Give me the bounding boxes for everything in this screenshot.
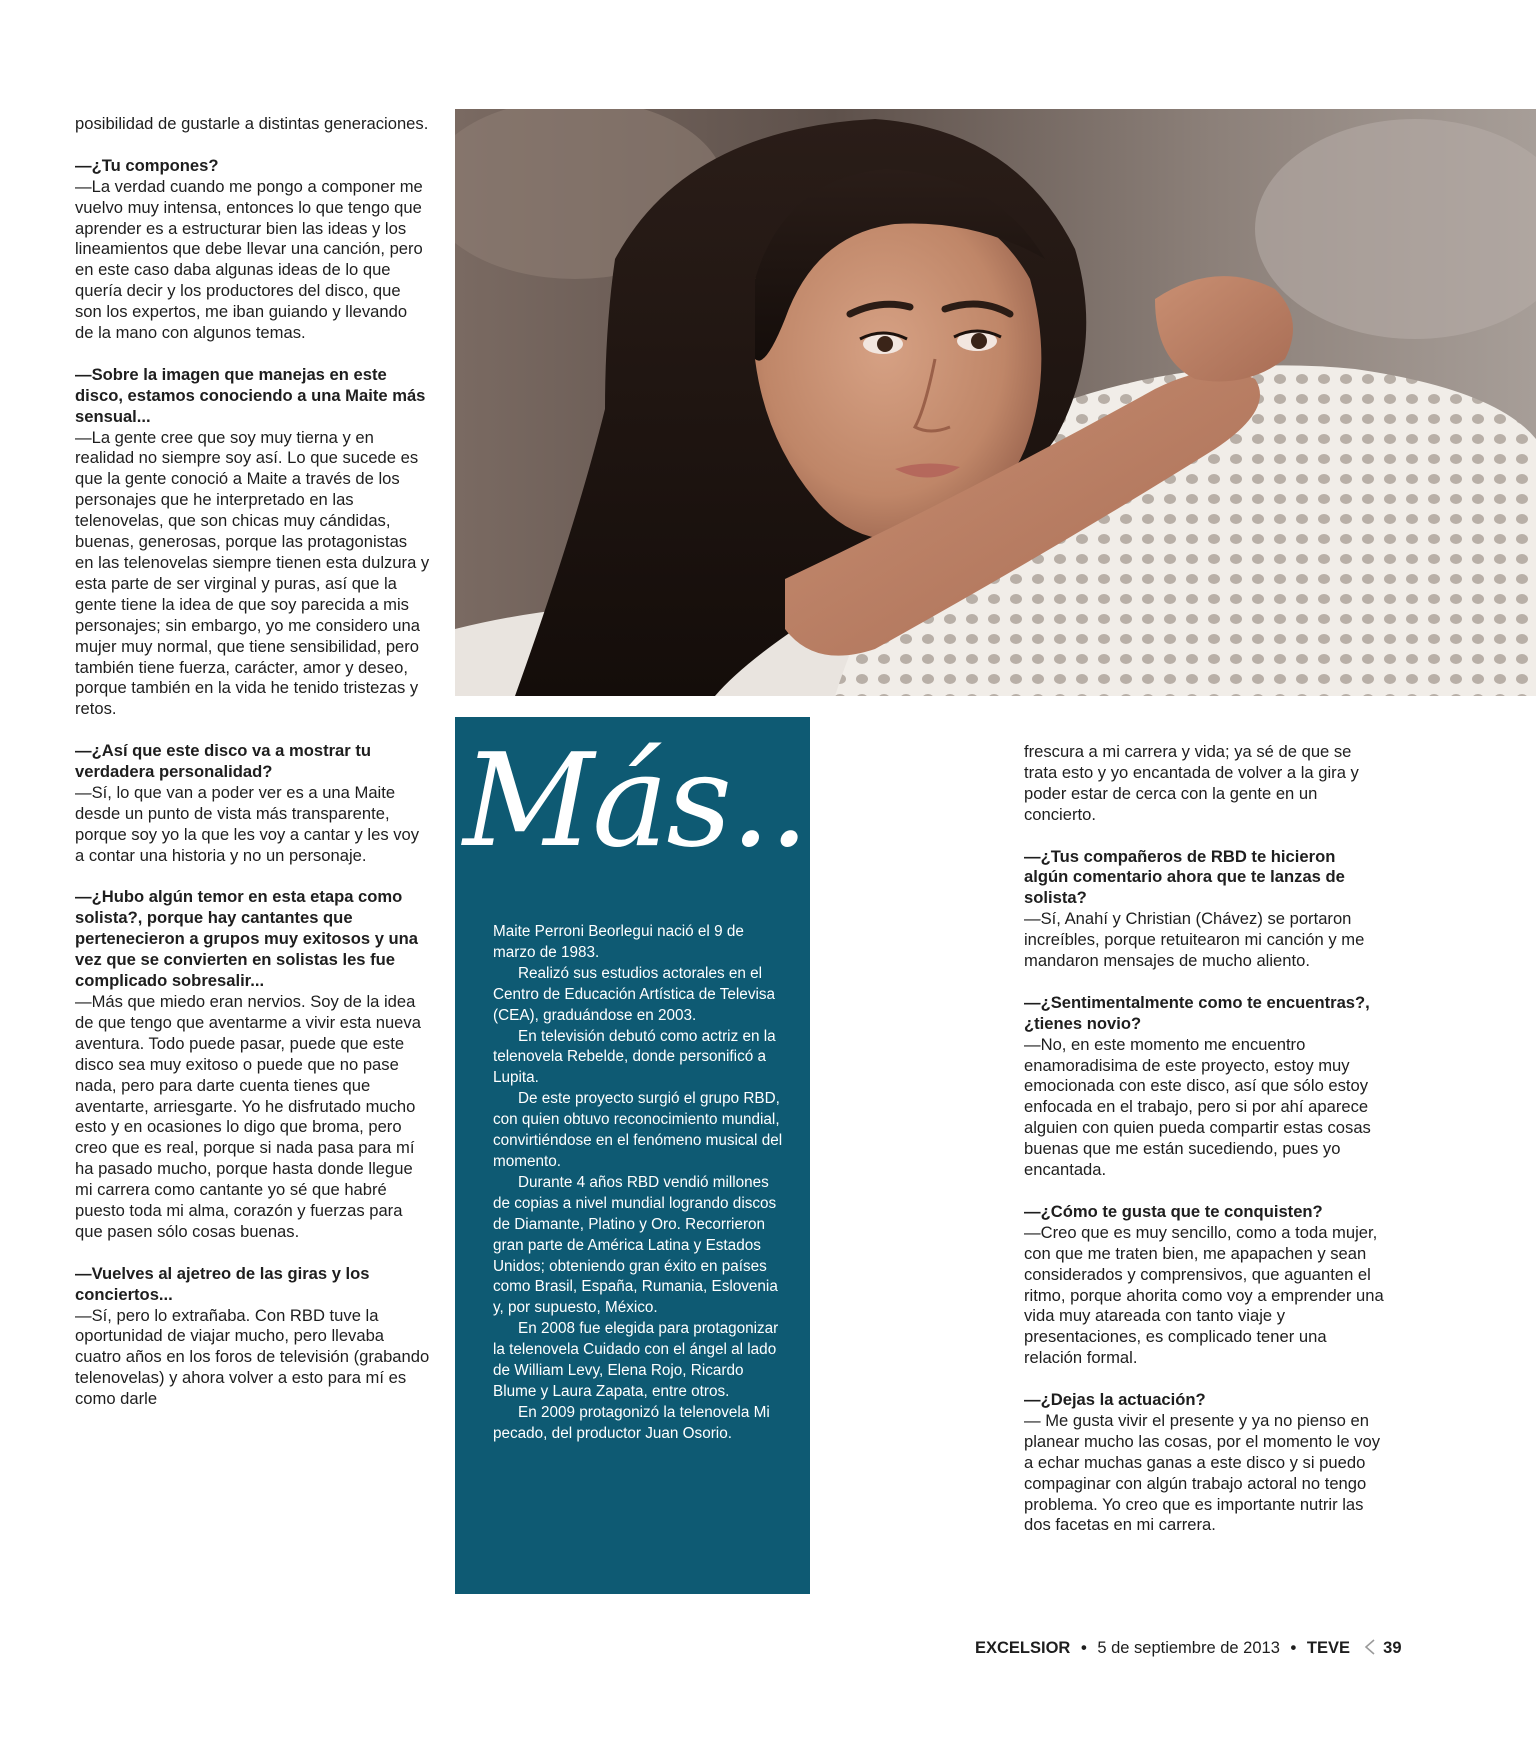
issue-date: 5 de septiembre de 2013	[1097, 1639, 1280, 1657]
portrait-illustration	[455, 109, 1536, 696]
chevron-left-icon	[1363, 1639, 1377, 1655]
answer: —Sí, Anahí y Christian (Chávez) se portaron increíbles, porque retuitearon mi canción y me mandaron mensajes de mucho aliento.	[1024, 909, 1365, 971]
answer: —Sí, lo que van a poder ver es a una Maite desde un punto de vista más transparente, porque soy yo la que les voy a cantar y les voy a contar una historia y no un personaje.	[75, 782, 420, 865]
left-intro-text: posibilidad de gustarle a distintas generaciones.	[75, 114, 429, 133]
question: —Vuelves al ajetreo de las giras y los conciertos...	[75, 1263, 370, 1304]
answer: — Me gusta vivir el presente y ya no pienso en planear mucho las cosas, por el momento le voy a echar muchas ganas a este disco y si puedo compaginar con algún trabajo actoral no tengo problema. Yo creo que es importante nutrir las dos facetas en mi carrera.	[1024, 1410, 1381, 1535]
bio-paragraph: En 2008 fue elegida para protagonizar la telenovela Cuidado con el ángel al lado de William Levy, Elena Rojo, Ricardo Blume y Laura Zapata, entre otros.	[493, 1320, 779, 1400]
answer: —La verdad cuando me pongo a componer me vuelvo muy intensa, entonces lo que tengo que aprender es a estructurar bien las ideas y los lineamientos que debe llevar una canción, pero en este caso daba algunas ideas de lo que quería decir y los productores del disco, que son los expertos, me iban guiando y llevando de la mano con algunos temas.	[75, 176, 423, 343]
answer: —Más que miedo eran nervios. Soy de la idea de que tengo que aventarme a vivir esta nueva aventura. Todo puede pasar, puede que este disco sea muy exitoso o puede que no pase nada, pero para darte cuenta tienes que aventarte, arriesgarte. Yo he disfrutado mucho esto y en ocasiones lo digo que broma, pero creo que es real, porque si nada pasa para mí ha pasado mucho, porque hasta donde llegue mi carrera como cantante yo sé que habré puesto toda mi alma, corazón y fuerzas para que pasen sólo cosas buenas.	[75, 992, 421, 1241]
biography-sidebar	[455, 717, 847, 1594]
question: —¿Cómo te gusta que te conquisten?	[1024, 1201, 1323, 1221]
sidebar-title: Más...	[463, 727, 847, 876]
question: —¿Dejas la actuación?	[1024, 1390, 1206, 1410]
separator: •	[1290, 1639, 1297, 1657]
separator: •	[1080, 1639, 1087, 1657]
sidebar-biography-text	[493, 922, 783, 1445]
question: —¿Hubo algún temor en esta etapa como solista?, porque hay cantantes que pertenecieron a grupos muy exitosos y una vez que se convierten en solistas les fue complicado sobresalir...	[75, 887, 419, 991]
question: —¿Así que este disco va a mostrar tu verdadera personalidad?	[75, 741, 372, 782]
right-intro-text: frescura a mi carrera y vida; ya sé de que se trata esto y yo encantada de volver a la gira y poder estar de cerca con la gente en un concierto.	[1024, 742, 1359, 824]
bio-paragraph: De este proyecto surgió el grupo RBD, con quien obtuvo reconocimiento mundial, convirtiéndose en el fenómeno musical del momento.	[493, 1090, 783, 1170]
answer: —Creo que es muy sencillo, como a toda mujer, con que me traten bien, me apapachen y sean considerados y comprensivos, que aguanten el ritmo, porque ahorita como voy a emprender una vida muy atareada con tanto viaje y presentaciones, es complicado tener una relación formal.	[1024, 1222, 1384, 1368]
bio-paragraph: En 2009 protagonizó la telenovela Mi pecado, del productor Juan Osorio.	[493, 1403, 770, 1442]
bio-paragraph: Realizó sus estudios actorales en el Centro de Educación Artística de Televisa (CEA), graduándose en 2003.	[493, 964, 776, 1024]
publication-name: EXCELSIOR	[975, 1639, 1071, 1657]
bio-paragraph: En televisión debutó como actriz en la telenovela Rebelde, donde personificó a Lupita.	[493, 1027, 776, 1087]
right-article-column	[1024, 742, 1384, 1536]
bio-paragraph: Durante 4 años RBD vendió millones de copias a nivel mundial logrando discos de Diamante, Platino y Oro. Recorrieron gran parte de América Latina y Estados Unidos; obteniendo gran éxito en países como Brasil, España, Rumania, Eslovenia y, por supuesto, México.	[493, 1173, 778, 1317]
answer: —No, en este momento me encuentro enamoradisima de este proyecto, estoy muy emocionada con este disco, así que sólo estoy enfocada en el trabajo, pero si por ahí aparece alguien con quien pueda compartir estas cosas buenas que me están sucediendo, pues yo encantada.	[1024, 1034, 1371, 1180]
bio-paragraph: Maite Perroni Beorlegui nació el 9 de marzo de 1983.	[493, 923, 744, 961]
left-article-column	[75, 114, 430, 1410]
answer: —La gente cree que soy muy tierna y en realidad no siempre soy así. Lo que sucede es que la gente conoció a Maite a través de los personajes que he interpretado en las telenovelas, que son chicas muy cándidas, buenas, generosas, porque las protagonistas en las telenovelas siempre tienen esta dulzura y esta parte de ser virginal y puras, así que la gente tiene la idea de que soy parecida a mis personajes; sin embargo, yo me considero una mujer muy normal, que tiene sensibilidad, pero también tiene fuerza, carácter, amor y deseo, porque también en la vida he tenido tristezas y retos.	[75, 427, 430, 719]
question: —¿Tus compañeros de RBD te hicieron algún comentario ahora que te lanzas de solista?	[1024, 846, 1345, 908]
answer: —Sí, pero lo extrañaba. Con RBD tuve la oportunidad de viajar mucho, pero llevaba cuatro años en los foros de televisión (grabando telenovelas) y ahora volver a esto para mí es como darle	[75, 1305, 430, 1409]
question: —¿Tu compones?	[75, 155, 219, 175]
question: —Sobre la imagen que manejas en este disco, estamos conociendo a una Maite más sensual...	[75, 364, 426, 426]
page-footer	[975, 1637, 1402, 1659]
question: —¿Sentimentalmente como te encuentras?, ¿tienes novio?	[1024, 992, 1370, 1033]
section-name: TEVE	[1306, 1639, 1350, 1657]
page-number: 39	[1383, 1639, 1402, 1657]
portrait-photo	[455, 109, 1536, 696]
